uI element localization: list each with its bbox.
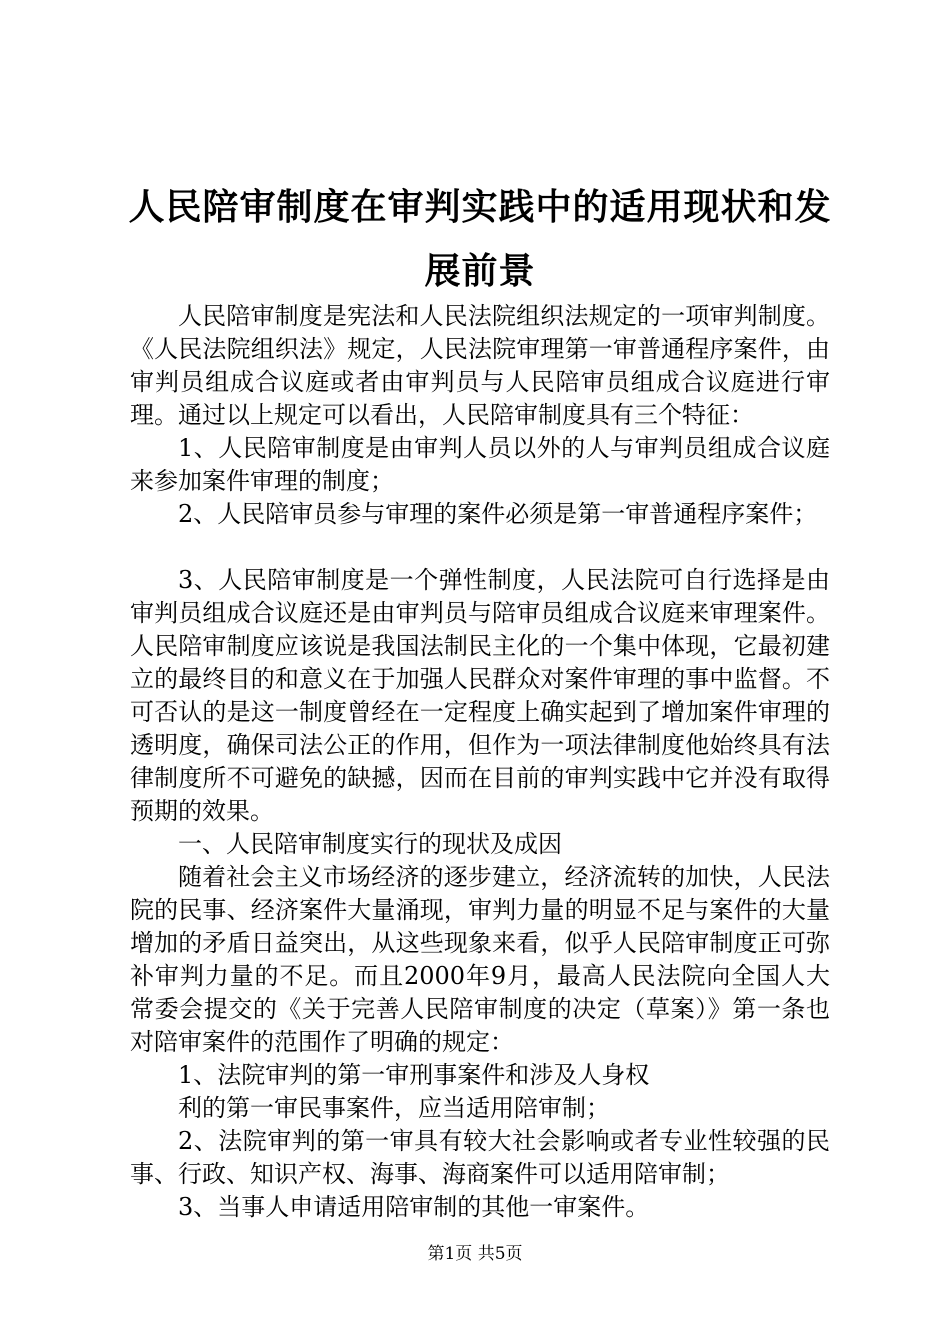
- blank-line: [130, 531, 830, 564]
- paragraph: 2、人民陪审员参与审理的案件必须是第一审普通程序案件；: [178, 500, 818, 528]
- paragraph: 3、人民陪审制度是一个弹性制度，人民法院可自行选择是由审判员组成合议庭还是由审判员与陪审员组成合议庭来审理案件。人民陪审制度应该说是我国法制民主化的一个集中体现，它最初建立的最终目的和意义在于加强人民群众对案件审理的事中监督。不可否认的是这一制度曾经在一定程度上确实起到了增加案件审理的透明度，确保司法公正的作用，但作为一项法律制度他始终具有法律制度所不可避免的缺撼，因而在目前的审判实践中它并没有取得预期的效果。: [130, 566, 830, 825]
- paragraph: 随着社会主义市场经济的逐步建立，经济流转的加快，人民法院的民事、经济案件大量涌现，审判力量的明显不足与案件的大量增加的矛盾日益突出，从这些现象来看，似乎人民陪审制度正可弥补审判力量的不足。而且2000年9月，最高人民法院向全国人大常委会提交的《关于完善人民陪审制度的决定（草案）》第一条也对陪审案件的范围作了明确的规定：: [130, 863, 830, 1056]
- paragraph: 1、人民陪审制度是由审判人员以外的人与审判员组成合议庭来参加案件审理的制度；: [130, 434, 830, 495]
- paragraph: 人民陪审制度是宪法和人民法院组织法规定的一项审判制度。《人民法院组织法》规定，人民法院审理第一审普通程序案件，由审判员组成合议庭或者由审判员与人民陪审员组成合议庭进行审理。通过以上规定可以看出，人民陪审制度具有三个特征：: [130, 302, 830, 429]
- paragraph: 3、当事人申请适用陪审制的其他一审案件。: [178, 1193, 650, 1221]
- document-body: [130, 300, 830, 1224]
- paragraph: 利的第一审民事案件，应当适用陪审制；: [178, 1094, 610, 1122]
- document-title: 人民陪审制度在审判实践中的适用现状和发展前景: [128, 186, 832, 292]
- page-number: 第1页 共5页: [427, 1244, 523, 1264]
- paragraph: 2、法院审判的第一审具有较大社会影响或者专业性较强的民事、行政、知识产权、海事、海商案件可以适用陪审制；: [130, 1127, 830, 1188]
- section-heading: 一、人民陪审制度实行的现状及成因: [178, 830, 562, 858]
- paragraph: 1、法院审判的第一审刑事案件和涉及人身权: [178, 1061, 650, 1089]
